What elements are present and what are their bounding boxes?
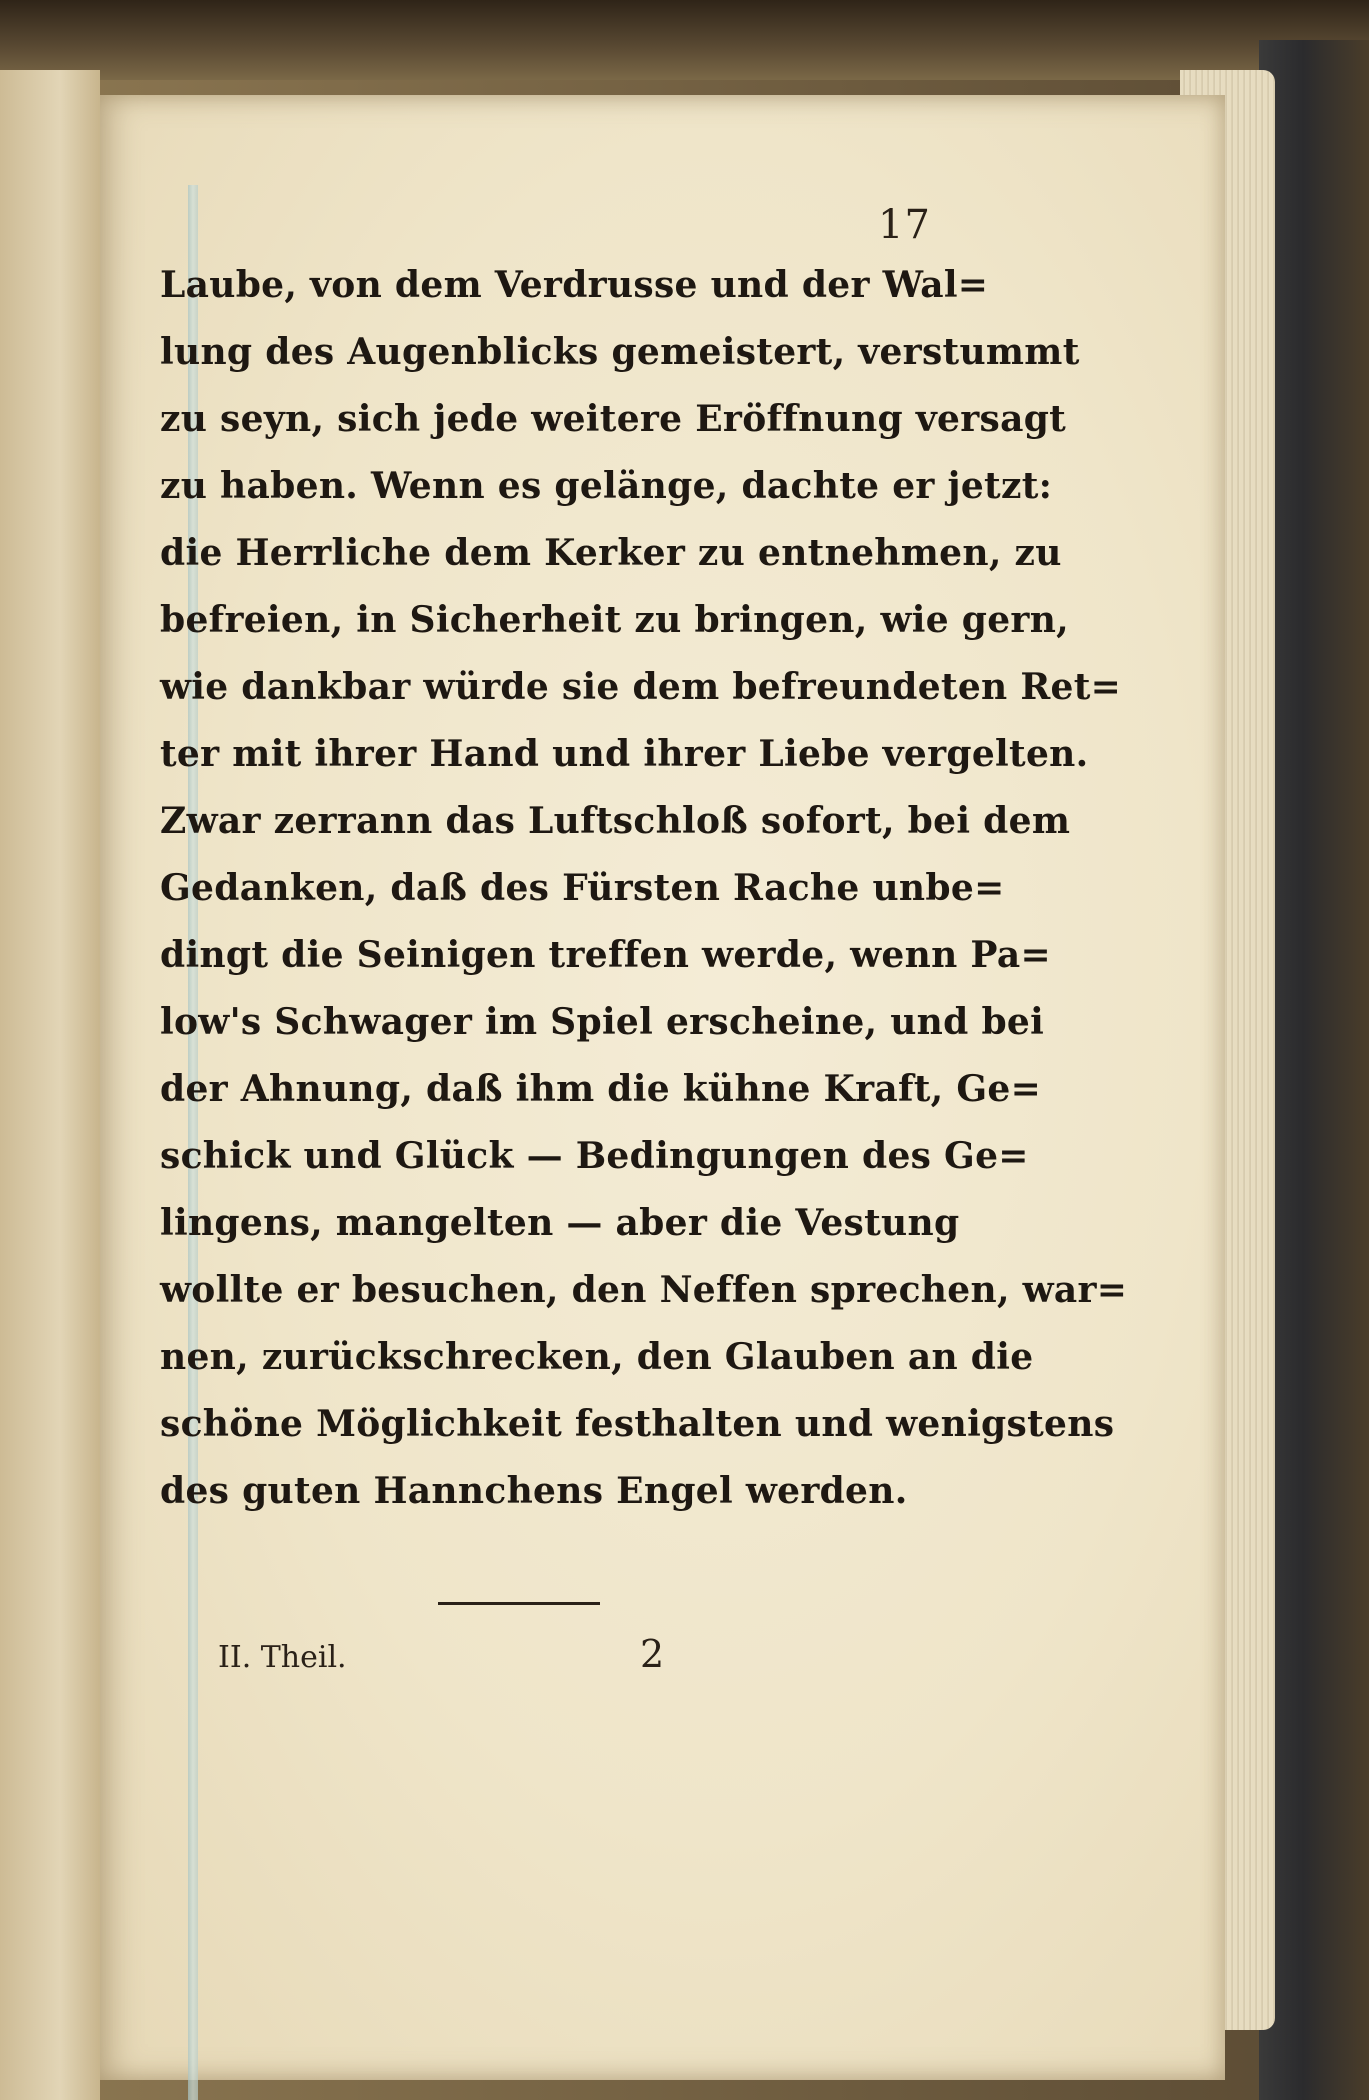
text-line: der Ahnung, daß ihm die kühne Kraft, Ge=	[160, 1068, 1042, 1110]
horizontal-rule	[438, 1602, 600, 1605]
text-line: schick und Glück — Bedingungen des Ge=	[160, 1135, 1029, 1177]
book-cover-top-edge	[0, 0, 1369, 80]
text-line: Zwar zerrann das Luftschloß sofort, bei dem	[160, 800, 1071, 842]
text-line: wollte er besuchen, den Neffen sprechen, war=	[160, 1269, 1128, 1311]
body-text	[160, 252, 1128, 1525]
text-line: dingt die Seinigen treffen werde, wenn Pa=	[160, 934, 1051, 976]
book-cover-right-edge	[1259, 40, 1369, 2100]
text-line: schöne Möglichkeit festhalten und wenigstens	[160, 1403, 1115, 1445]
text-line: low's Schwager im Spiel erscheine, und bei	[160, 1001, 1045, 1043]
page-number: 17	[878, 202, 931, 248]
text-line: ter mit ihrer Hand und ihrer Liebe vergelten.	[160, 733, 1089, 775]
text-line: des guten Hannchens Engel werden.	[160, 1470, 908, 1512]
text-line: Gedanken, daß des Fürsten Rache unbe=	[160, 867, 1005, 909]
text-line: lung des Augenblicks gemeistert, verstummt	[160, 331, 1080, 373]
text-line: zu seyn, sich jede weitere Eröffnung versagt	[160, 398, 1067, 440]
text-line: befreien, in Sicherheit zu bringen, wie gern,	[160, 599, 1069, 641]
text-line: lingens, mangelten — aber die Vestung	[160, 1202, 960, 1244]
text-line: die Herrliche dem Kerker zu entnehmen, zu	[160, 532, 1062, 574]
text-line: zu haben. Wenn es gelänge, dachte er jetzt:	[160, 465, 1053, 507]
text-line: Laube, von dem Verdrusse und der Wal=	[160, 264, 989, 306]
signature-number: 2	[640, 1632, 665, 1676]
text-line: nen, zurückschrecken, den Glauben an die	[160, 1336, 1034, 1378]
facing-page-edge	[0, 70, 100, 2100]
text-line: wie dankbar würde sie dem befreundeten Ret=	[160, 666, 1122, 708]
signature-mark: II. Theil.	[218, 1640, 347, 1675]
